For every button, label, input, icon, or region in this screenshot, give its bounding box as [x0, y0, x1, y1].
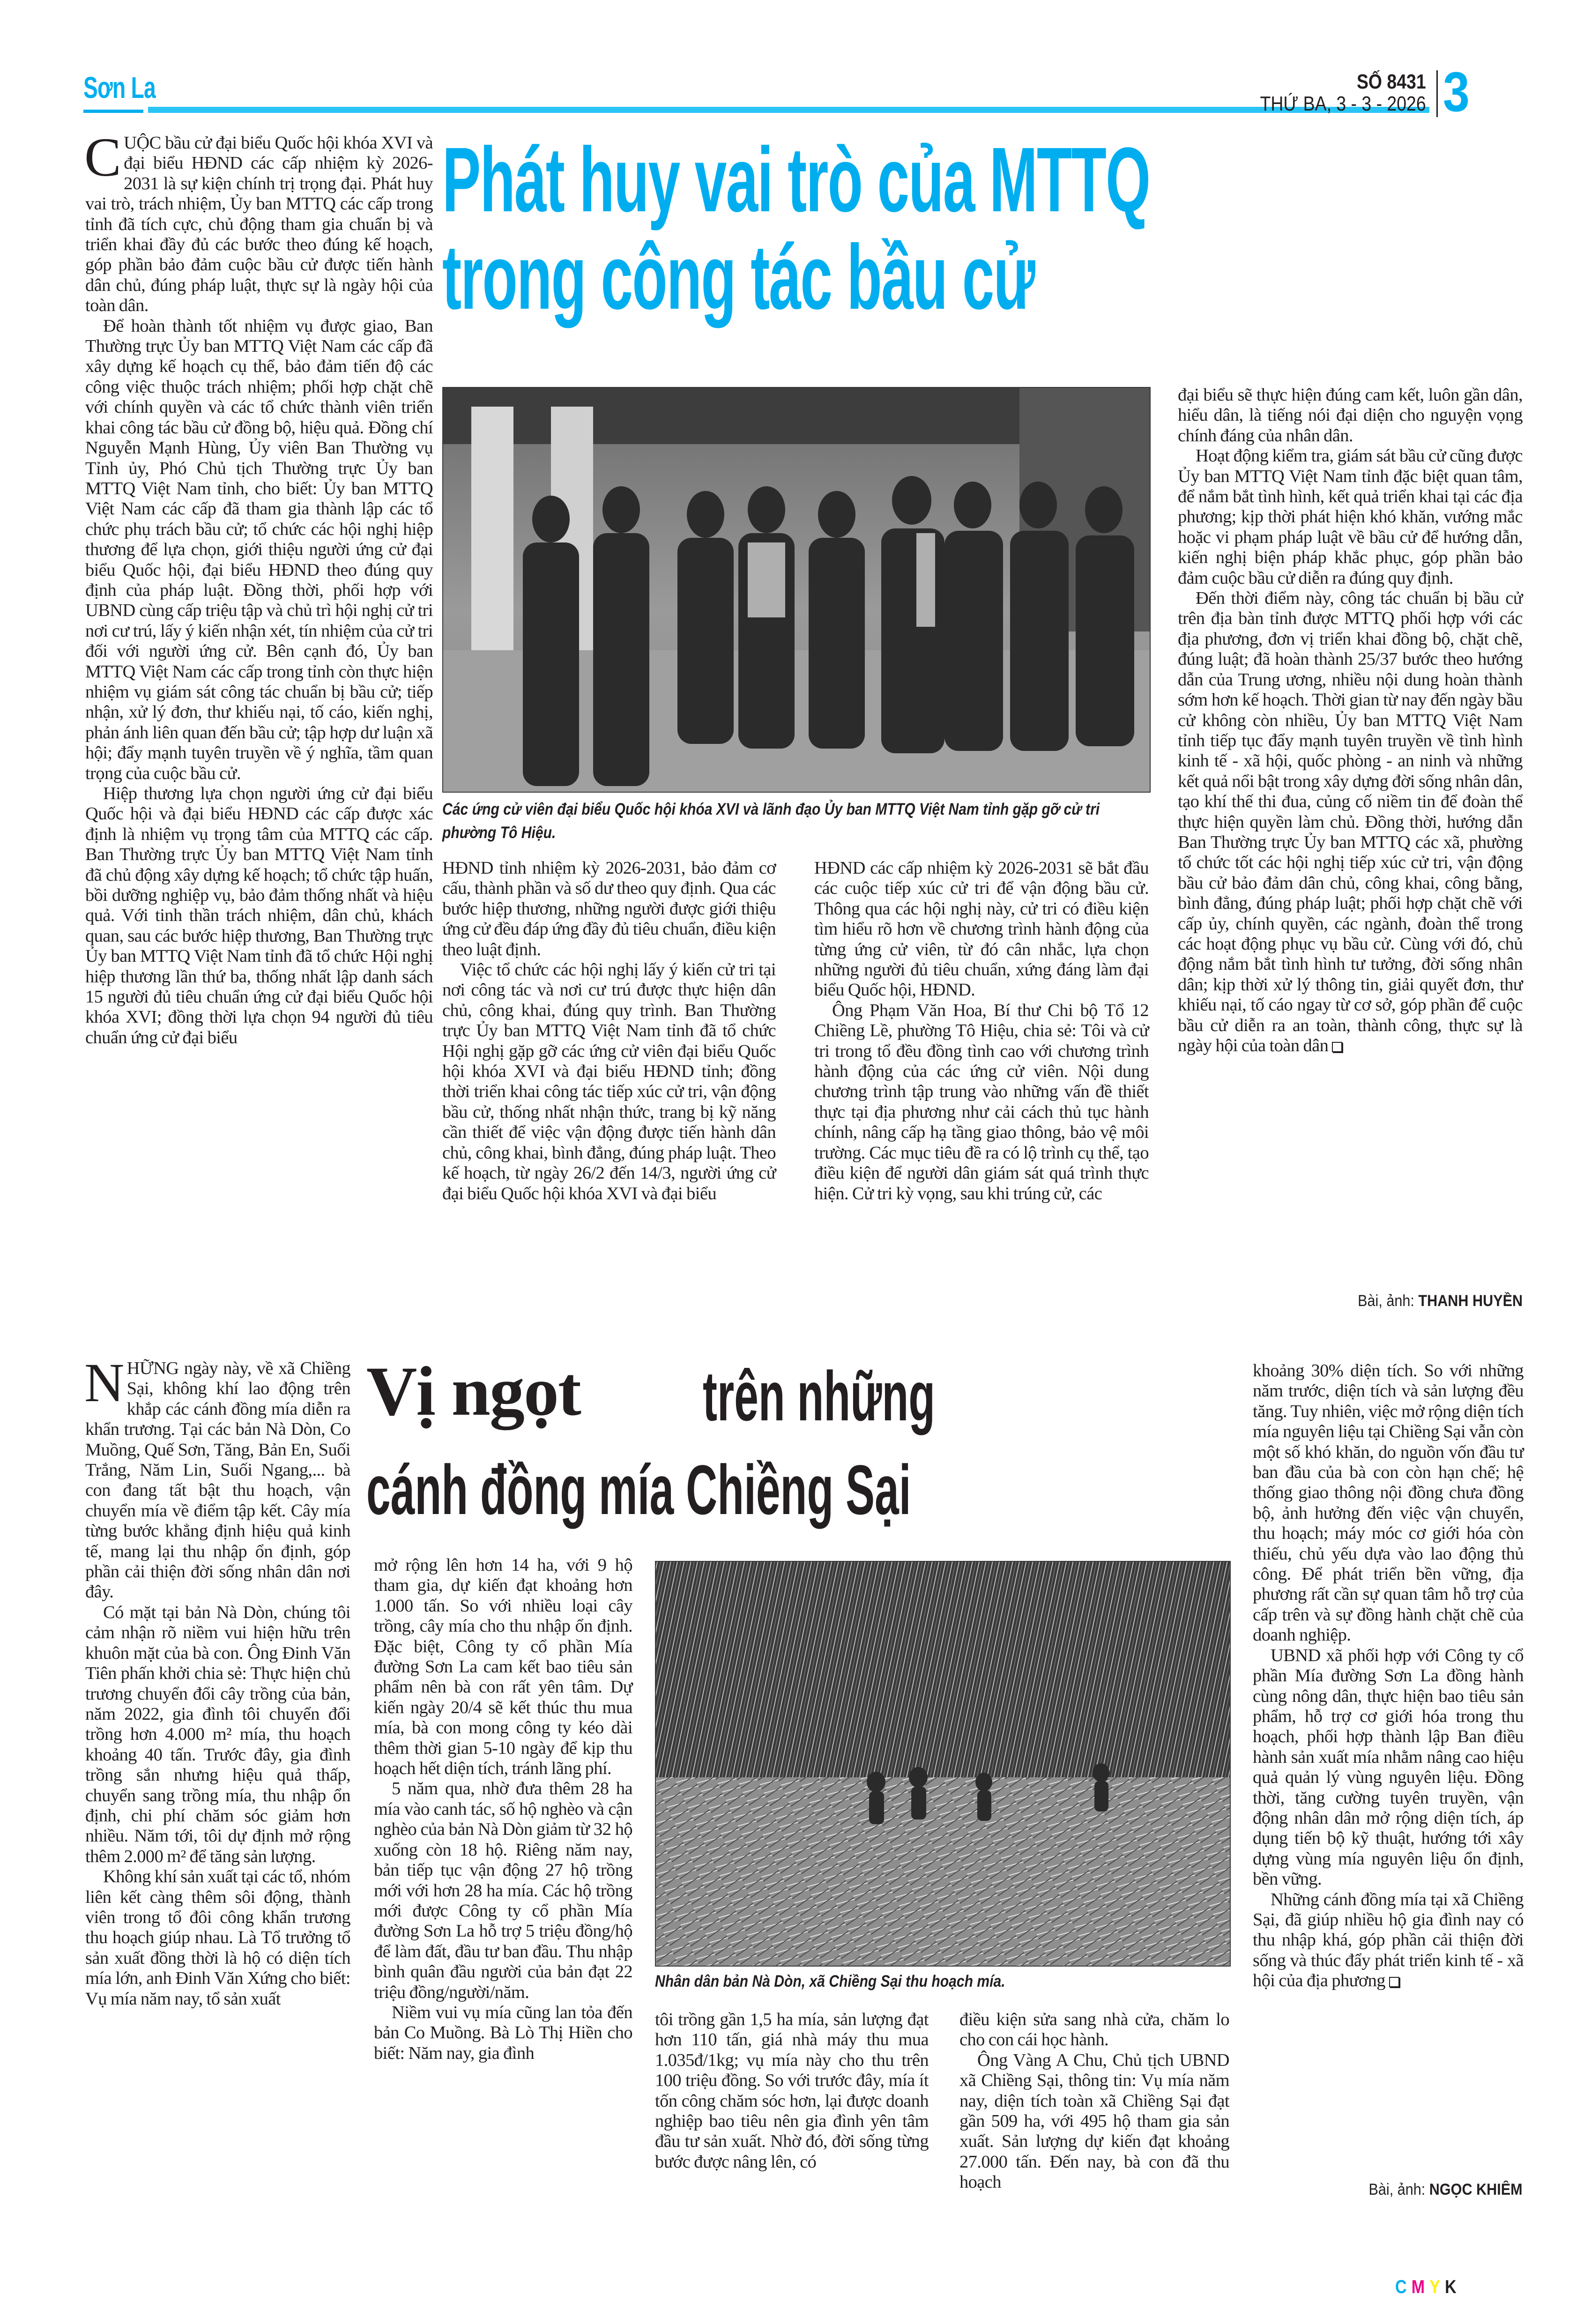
article2-column-5: [1253, 1361, 1524, 1991]
article2-paragraph: điều kiện sửa sang nhà cửa, chăm lo cho con cái học hành.: [959, 2010, 1229, 2050]
article2-column-1: [84, 1352, 350, 2009]
issue-number: SỐ 8431: [1357, 70, 1426, 93]
issue-date: THỨ BA, 3 - 3 - 2026: [1260, 92, 1426, 115]
article2-paragraph: 5 năm qua, nhờ đưa thêm 28 ha mía vào canh tác, số hộ nghèo và cận nghèo của bản Nà Dòn giảm từ 32 hộ xuống còn 18 hộ. Riêng năm nay, bản tiếp tục vận động 27 hộ trồng mới với hơn 28 ha mía. Các hộ trồng mới được Công ty cổ phần Mía đường Sơn La hỗ trợ 5 triệu đồng/hộ để làm đất, đầu tư ban đầu. Thu nhập bình quân đầu người của bản đạt 22 triệu đồng/người/năm.: [374, 1779, 632, 2002]
article1-paragraph: Đến thời điểm này, công tác chuẩn bị bầu cử trên địa bàn tỉnh được MTTQ phối hợp với các địa phương, đơn vị triển khai đồng bộ, chặt chẽ, đúng luật; đã hoàn thành 25/37 bước theo hướng dẫn của Trung ương, nhiều nội dung hoàn thành sớm hơn kế hoạch. Thời gian từ nay đến ngày bầu cử không còn nhiều, Ủy ban MTTQ Việt Nam tỉnh tiếp tục đẩy mạnh tuyên truyền về tình hình kinh tế - xã hội, quốc phòng - an ninh và những kết quả nổi bật trong xây dựng đời sống nhân dân, tạo khí thế thi đua, củng cố niềm tin để đoàn thể thực hiện quyền làm chủ. Đồng thời, hướng dẫn Ban Thường trực Ủy ban MTTQ các xã, phường tổ chức tốt các hội nghị tiếp xúc cử tri, vận động bầu cử bảo đảm dân chủ, công khai, công bằng, bình đẳng, đúng pháp luật; phối hợp chặt chẽ với cấp ủy, chính quyền, các ngành, đoàn thể trong các hoạt động phục vụ bầu cử. Cùng với đó, chủ động nắm bắt tình hình tư tưởng, đời sống nhân dân; kịp thời xử lý thông tin, giải quyết đơn, thư khiếu nại, tố cáo ngay từ cơ sở, góp phần để cuộc bầu cử diễn ra an toàn, thành công, thực sự là ngày hội của toàn dân: [1178, 588, 1523, 1055]
article2-byline: [1369, 2181, 1523, 2199]
end-of-article-icon: [1389, 1977, 1399, 1987]
article1-dropcap: C: [84, 126, 121, 188]
article1-column-3: [814, 858, 1149, 1204]
end-of-article-icon: [1332, 1042, 1342, 1052]
article1-paragraph: Hoạt động kiểm tra, giám sát bầu cử cũng được Ủy ban MTTQ Việt Nam tỉnh đặc biệt quan tâm, để nắm bắt tình hình, kết quả triển khai tại các địa phương; kịp thời phát hiện khó khăn, vướng mắc hoặc vi phạm pháp luật về bầu cử để hướng dẫn, kiến nghị biện pháp khắc phục, góp phần bảo đảm cuộc bầu cử diễn ra đúng quy định.: [1178, 446, 1523, 588]
article1-column-2: [442, 858, 776, 1204]
cmyk-registration-mark: [1395, 2277, 1461, 2298]
article1-paragraph: Để hoàn thành tốt nhiệm vụ được giao, Ban Thường trực Ủy ban MTTQ Việt Nam các cấp đã xây dựng kế hoạch cụ thể, bảo đảm tiến độ các công việc thuộc trách nhiệm; phối hợp chặt chẽ với chính quyền và các tổ chức thành viên triển khai công tác bầu cử đồng bộ, hiệu quả. Đồng chí Nguyễn Mạnh Hùng, Ủy viên Ban Thường vụ Tỉnh ủy, Phó Chủ tịch Thường trực Ủy ban MTTQ Việt Nam tỉnh, cho biết: Ủy ban MTTQ Việt Nam các cấp đã tham gia thành lập các tổ chức phụ trách bầu cử; tổ chức các hội nghị hiệp thương để lựa chọn, giới thiệu người ứng cử đại biểu Quốc hội, đại biểu HĐND theo đúng quy định của pháp luật. Đồng thời, phối hợp với UBND cùng cấp triệu tập và chủ trì hội nghị cử tri nơi cư trú, lấy ý kiến nhận xét, tín nhiệm của cử tri đối với người ứng cử. Bên cạnh đó, Ủy ban MTTQ Việt Nam các cấp trong tỉnh còn thực hiện nhiệm vụ giám sát công tác chuẩn bị bầu cử; tiếp nhận, xử lý đơn, thư khiếu nại, tố cáo, kiến nghị, phản ánh liên quan đến bầu cử; tập hợp dư luận xã hội; đẩy mạnh tuyên truyền về ý nghĩa, tầm quan trọng của cuộc bầu cử.: [85, 316, 433, 783]
article2-headline-word1: Vị ngọt: [366, 1352, 580, 1430]
article2-column-4: [959, 2010, 1229, 2193]
article1-headline-line2: trong công tác bầu cử: [442, 226, 1035, 328]
page-number: 3: [1443, 60, 1470, 123]
issue-info: [1231, 71, 1426, 115]
cmyk-c: C: [1395, 2277, 1412, 2297]
article2-paragraph: UBND xã phối hợp với Công ty cổ phần Mía đường Sơn La đồng hành cùng nông dân, thực hiện bao tiêu sản phẩm, hỗ trợ cơ giới hóa trong thu hoạch, phối hợp thành lập Ban điều hành sản xuất mía nhằm nâng cao hiệu quả quản lý vùng nguyên liệu. Đồng thời, tăng cường tuyên truyền, vận động nhân dân mở rộng diện tích, áp dụng tiến bộ kỹ thuật, hướng tới xây dựng vùng mía nguyên liệu ổn định, bền vững.: [1253, 1645, 1524, 1889]
article1-lead: CUỘC bầu cử đại biểu Quốc hội khóa XVI và đại biểu HĐND các cấp nhiệm kỳ 2026-2031 là sự kiện chính trị trọng đại. Phát huy vai trò, trách nhiệm, Ủy ban MTTQ các cấp trong tỉnh đã tích cực, chủ động tham gia chuẩn bị và triển khai đầy đủ các bước theo đúng kế hoạch, góp phần bảo đảm cuộc bầu cử được tiến hành dân chủ, đúng pháp luật, thực sự là ngày hội của toàn dân.: [84, 126, 433, 316]
article2-dropcap: N: [84, 1352, 124, 1413]
photo-voters-meeting: [443, 388, 1150, 792]
article2-paragraph: Ông Vàng A Chu, Chủ tịch UBND xã Chiềng Sại, thông tin: Vụ mía năm nay, diện tích toàn xã Chiềng Sại đạt gần 509 ha, với 495 hộ tham gia sản xuất. Sản lượng dự kiến đạt khoảng 27.000 tấn. Đến nay, bà con đã thu hoạch: [959, 2050, 1229, 2192]
article2-paragraph: Không khí sản xuất tại các tổ, nhóm liên kết càng thêm sôi động, thành viên trong tổ đôi công khẩn trương thu hoạch giúp nhau. Là Tổ trưởng tổ sản xuất đồng thời là hộ có diện tích mía lớn, anh Đinh Văn Xứng cho biết: Vụ mía năm nay, tổ sản xuất: [85, 1867, 350, 2009]
article1-column-1: [84, 126, 433, 1048]
article2-paragraph: Niềm vui vụ mía cũng lan tỏa đến bản Co Muồng. Bà Lò Thị Hiền cho biết: Năm nay, gia đình: [374, 2002, 632, 2063]
section-name: Sơn La: [83, 71, 156, 104]
byline-author: NGỌC KHIÊM: [1429, 2181, 1523, 2198]
article1-headline-line1: Phát huy vai trò của MTTQ: [442, 128, 1150, 231]
cmyk-k: K: [1445, 2277, 1461, 2297]
byline-author: THANH HUYỀN: [1418, 1292, 1523, 1310]
article2-column-3: [655, 2010, 929, 2172]
article1-headline: [442, 128, 1150, 328]
cmyk-y: Y: [1429, 2277, 1445, 2297]
cmyk-m: M: [1411, 2277, 1430, 2297]
article2-lead: NHỮNG ngày này, về xã Chiềng Sại, không khí lao động trên khắp các cánh đồng mía diễn ra khẩn trương. Tại các bản Nà Dòn, Co Muồng, Quế Sơn, Tăng, Bản En, Suối Trắng, Năm Lin, Suối Ngang,... bà con đang tất bật thu hoạch, vận chuyển mía về điểm tập kết. Cây mía từng bước khẳng định hiệu quả kinh tế, mang lại thu nhập ổn định, góp phần cải thiện đời sống nhân dân nơi đây.: [84, 1352, 350, 1602]
article1-byline: [1358, 1292, 1523, 1310]
article1-paragraph: Hiệp thương lựa chọn người ứng cử đại biểu Quốc hội và đại biểu HĐND các cấp được xác định là nhiệm vụ trọng tâm của MTTQ các cấp. Ban Thường trực Ủy ban MTTQ Việt Nam tỉnh đã chủ động xây dựng kế hoạch; tổ chức tập huấn, bồi dưỡng nghiệp vụ, bảo đảm thống nhất và hiệu quả. Với tinh thần trách nhiệm, dân chủ, khách quan, sau các bước hiệp thương, Ban Thường trực Ủy ban MTTQ Việt Nam tỉnh đã tổ chức Hội nghị hiệp thương lần thứ ba, thống nhất lập danh sách 15 người đủ tiêu chuẩn ứng cử đại biểu Quốc hội khóa XVI; đồng thời lựa chọn 94 người đủ tiêu chuẩn ứng cử đại biểu: [85, 784, 433, 1047]
article2-headline-line2: cánh đồng mía Chiềng Sại: [366, 1450, 911, 1529]
article2-column-2: [374, 1555, 632, 2064]
article2-paragraph: mở rộng lên hơn 14 ha, với 9 hộ tham gia, dự kiến đạt khoảng hơn 1.000 tấn. So với nhiều loại cây trồng, cây mía cho thu nhập ổn định. Đặc biệt, Công ty cổ phần Mía đường Sơn La cam kết bao tiêu sản phẩm nên bà con rất yên tâm. Dự kiến ngày 20/4 sẽ kết thúc thu mua mía, bà con mong công ty kéo dài thêm thời gian 5-10 ngày để kịp thu hoạch hết diện tích, tránh lãng phí.: [374, 1555, 632, 1779]
article2-paragraph: Những cánh đồng mía tại xã Chiềng Sại, đã giúp nhiều hộ gia đình nay có thu nhập khá, góp phần cải thiện đời sống và thúc đẩy phát triển kinh tế - xã hội của địa phương: [1253, 1889, 1524, 1991]
byline-label: Bài, ảnh:: [1368, 2181, 1426, 2198]
article1-paragraph: HĐND các cấp nhiệm kỳ 2026-2031 sẽ bắt đầu các cuộc tiếp xúc cử tri để vận động bầu cử. Thông qua các hội nghị này, cử tri có điều kiện tìm hiểu rõ hơn về chương trình hành động của từng ứng cử viên, từ đó cân nhắc, lựa chọn những người đủ tiêu chuẩn, xứng đáng làm đại biểu Quốc hội, HĐND.: [814, 858, 1149, 1000]
article2-photo: [655, 1561, 1231, 1967]
article1-paragraph: HĐND tỉnh nhiệm kỳ 2026-2031, bảo đảm cơ cấu, thành phần và số dư theo quy định. Qua các bước hiệp thương, những người được giới thiệu ứng cử đều đáp ứng đầy đủ tiêu chuẩn, điều kiện theo luật định.: [442, 858, 776, 959]
article2-photo-caption: Nhân dân bản Nà Dòn, xã Chiềng Sại thu hoạch mía.: [655, 1972, 1005, 1990]
header-rule-short: [83, 110, 143, 113]
article1-paragraph: Việc tổ chức các hội nghị lấy ý kiến cử tri tại nơi công tác và nơi cư trú được thực hiện dân chủ, công khai, đúng quy trình. Ban Thường trực Ủy ban MTTQ Việt Nam tỉnh đã tổ chức Hội nghị gặp gỡ các ứng cử viên đại biểu Quốc hội khóa XVI và đại biểu HĐND tỉnh; đồng thời triển khai công tác tiếp xúc cử tri, vận động bầu cử, thống nhất nhận thức, trang bị kỹ năng cần thiết để việc vận động được tiến hành dân chủ, công khai, bình đẳng, đúng pháp luật. Theo kế hoạch, từ ngày 26/2 đến 14/3, người ứng cử đại biểu Quốc hội khóa XVI và đại biểu: [442, 960, 776, 1203]
article2-headline-word2: trên những: [703, 1357, 936, 1435]
photo-sugarcane-harvest: [656, 1562, 1230, 1966]
article2-paragraph: Có mặt tại bản Nà Dòn, chúng tôi cảm nhận rõ niềm vui hiện hữu trên khuôn mặt của bà con. Ông Đinh Văn Tiên phấn khởi chia sẻ: Thực hiện chủ trương chuyển đổi cây trồng của bản, năm 2022, gia đình tôi chuyển đổi trồng hơn 4.000 m² mía, thu hoạch khoảng 40 tấn. Trước đây, gia đình trồng sắn nhưng hiệu quả thấp, chuyển sang trồng mía, thu nhập ổn định, chi phí chăm sóc giảm hơn nhiều. Năm tới, tôi dự định mở rộng thêm 2.000 m² để tăng sản lượng.: [85, 1602, 350, 1866]
byline-label: Bài, ảnh:: [1357, 1292, 1414, 1310]
article2-paragraph: tôi trồng gần 1,5 ha mía, sản lượng đạt hơn 110 tấn, giá nhà máy thu mua 1.035đ/1kg; vụ mía này cho thu trên 100 triệu đồng. So với trước đây, mía ít tốn công chăm sóc hơn, lại được doanh nghiệp bao tiêu nên gia đình yên tâm đầu tư sản xuất. Nhờ đó, đời sống từng bước được nâng lên, có: [655, 2010, 929, 2172]
article1-photo: [442, 387, 1151, 793]
article1-column-4: [1178, 385, 1523, 1056]
article1-paragraph: đại biểu sẽ thực hiện đúng cam kết, luôn gần dân, hiểu dân, là tiếng nói đại diện cho nguyện vọng chính đáng của nhân dân.: [1178, 385, 1523, 445]
header-divider: [1436, 70, 1438, 117]
article2-paragraph: khoảng 30% diện tích. So với những năm trước, diện tích và sản lượng đều tăng. Tuy nhiên, việc mở rộng diện tích mía nguyên liệu tại Chiềng Sại vẫn còn một số khó khăn, do nguồn vốn đầu tư ban đầu của bà con còn hạn chế; hệ thống giao thông nội đồng chưa đồng bộ, ảnh hưởng đến việc vận chuyển, thu hoạch; máy móc cơ giới hóa còn thiếu, chủ yếu dựa vào lao động thủ công. Để phát triển bền vững, địa phương rất cần sự quan tâm hỗ trợ của cấp trên và sự đồng hành chặt chẽ của doanh nghiệp.: [1253, 1361, 1524, 1645]
article1-photo-caption: Các ứng cử viên đại biểu Quốc hội khóa XVI và lãnh đạo Ủy ban MTTQ Việt Nam tỉnh gặp gỡ cử tri phường Tô Hiệu.: [442, 800, 1100, 842]
article1-paragraph: Ông Phạm Văn Hoa, Bí thư Chi bộ Tổ 12 Chiềng Lề, phường Tô Hiệu, chia sẻ: Tôi và cử tri trong tổ đều đồng tình cao với chương trình hành động của các ứng cử viên. Nội dung chương trình tập trung vào những vấn đề thiết thực tại địa phương như cải cách thủ tục hành chính, nâng cấp hạ tầng giao thông, bảo vệ môi trường. Các mục tiêu đề ra có lộ trình cụ thể, tạo điều kiện để người dân giám sát quá trình thực hiện. Cử tri kỳ vọng, sau khi trúng cử, các: [814, 1000, 1149, 1203]
